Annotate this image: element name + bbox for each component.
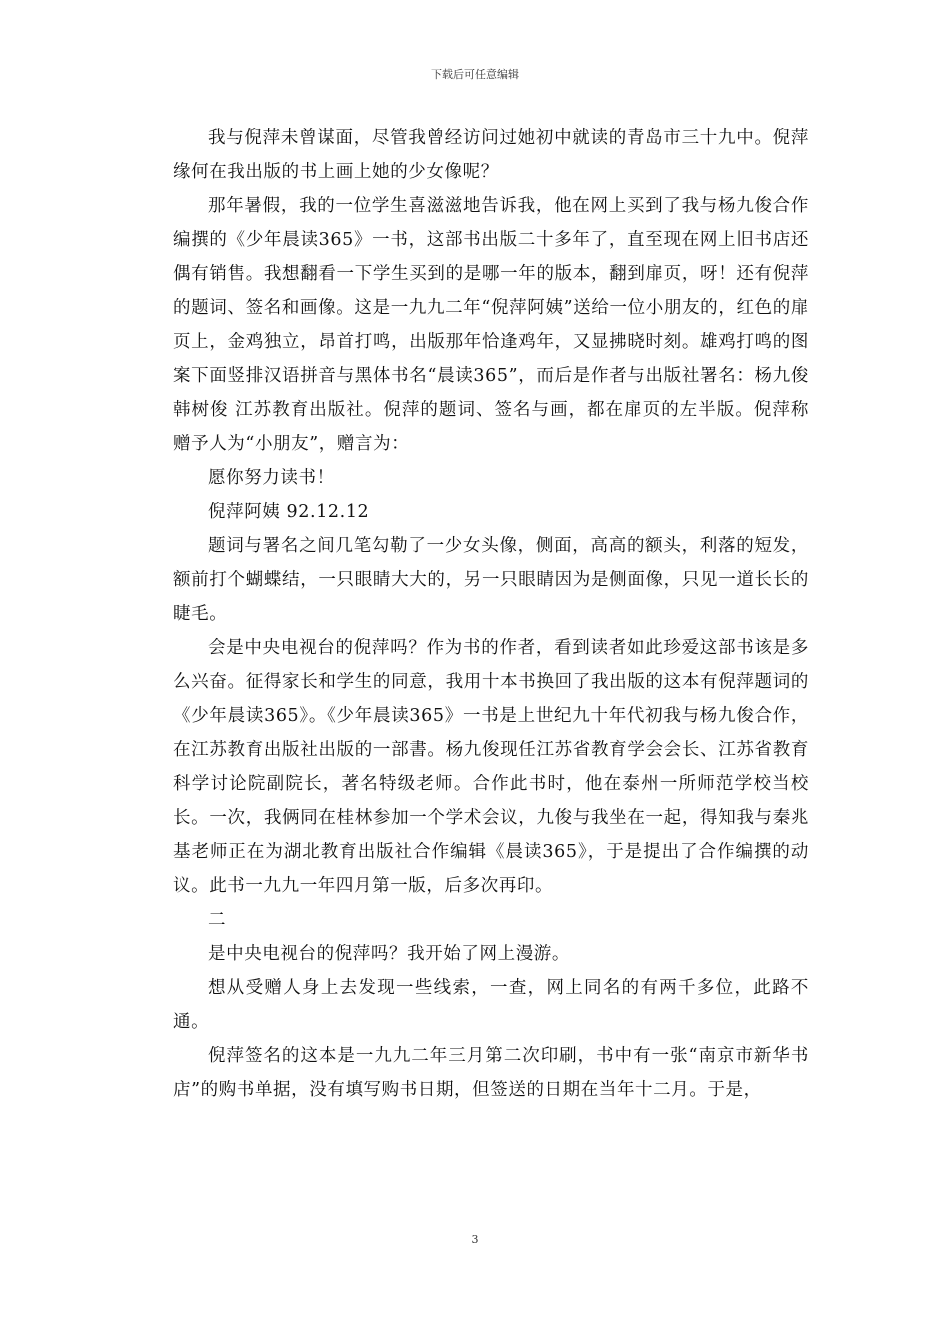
inscription-signature: 倪萍阿姨 92.12.12 [208, 502, 370, 522]
page-number: 3 [471, 1233, 479, 1246]
section-number: 二 [208, 910, 227, 930]
paragraph: 那年暑假，我的一位学生喜滋滋地告诉我，他在网上买到了我与杨九俊合作编撰的《少年晨读365》一书，这部书出版二十多年了，直至现在网上旧书店还偶有销售。我想翻看一下学生买到的是哪一年的版本，翻到扉页，呀！还有倪萍的题词、签名和画像。这是一九九二年“倪萍阿姨”送给一位小朋友的，红色的扉页上，金鸡独立，昂首打鸣，出版那年恰逢鸡年，又显拂晓时刻。雄鸡打鸣的图案下面竖排汉语拼音与黑体书名“晨读365”，而后是作者与出版社署名：杨九俊 韩树俊 江苏教育出版社。倪萍的题词、签名与画，都在扉页的左半版。倪萍称赠予人为“小朋友”，赠言为： [173, 196, 809, 454]
page-header: 下载后可任意编辑 [431, 68, 519, 81]
paragraph: 题词与署名之间几笔勾勒了一少女头像，侧面，高高的额头，利落的短发，额前打个蝴蝶结，一只眼睛大大的，另一只眼睛因为是侧面像，只见一道长长的睫毛。 [173, 536, 809, 624]
paragraph: 会是中央电视台的倪萍吗？作为书的作者，看到读者如此珍爱这部书该是多么兴奋。征得家长和学生的同意，我用十本书换回了我出版的这本有倪萍题词的《少年晨读365》。《少年晨读365》一书是上世纪九十年代初我与杨九俊合作，在江苏教育出版社出版的一部書。杨九俊现任江苏省教育学会会长、江苏省教育科学讨论院副院长，著名特级老师。合作此书时，他在泰州一所师范学校当校长。一次，我俩同在桂林参加一个学术会议，九俊与我坐在一起，得知我与秦兆基老师正在为湖北教育出版社合作编辑《晨读365》，于是提出了合作编撰的动议。此书一九九一年四月第一版，后多次再印。 [173, 638, 809, 896]
paragraph: 倪萍签名的这本是一九九二年三月第二次印刷，书中有一张“南京市新华书店”的购书单据，没有填写购书日期，但签送的日期在当年十二月。于是， [173, 1046, 809, 1100]
inscription-line: 愿你努力读书！ [208, 468, 335, 488]
paragraph: 我与倪萍未曾谋面，尽管我曾经访问过她初中就读的青岛市三十九中。倪萍缘何在我出版的书上画上她的少女像呢？ [173, 128, 809, 182]
paragraph: 想从受赠人身上去发现一些线索，一查，网上同名的有两千多位，此路不通。 [173, 978, 809, 1032]
article-body [173, 121, 809, 1107]
paragraph: 是中央电视台的倪萍吗？我开始了网上漫游。 [208, 944, 570, 964]
